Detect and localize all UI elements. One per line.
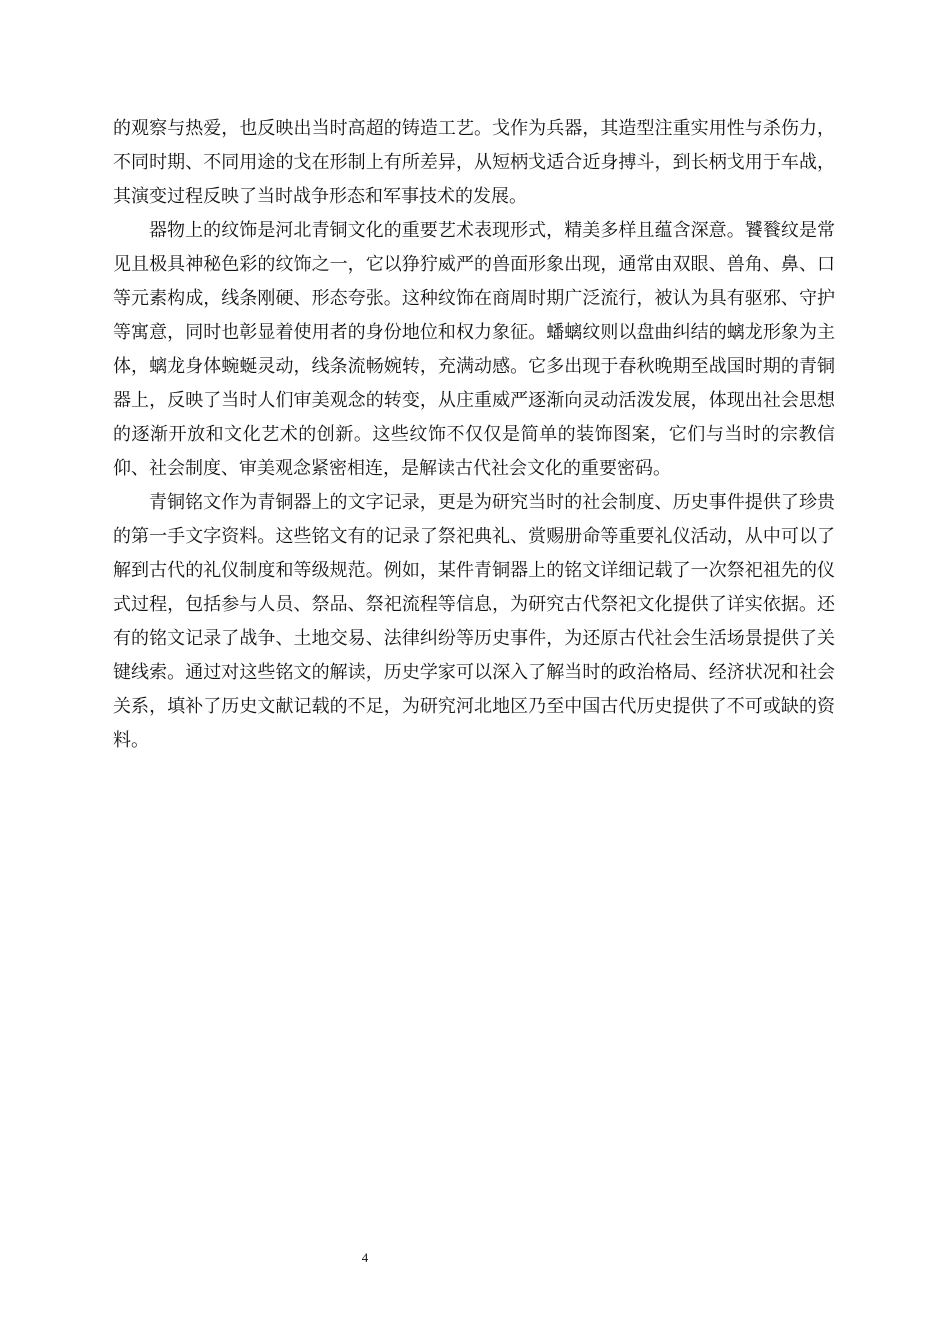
paragraph-2: 器物上的纹饰是河北青铜文化的重要艺术表现形式，精美多样且蕴含深意。饕餮纹是常见且极具神秘色彩的纹饰之一，它以狰狞威严的兽面形象出现，通常由双眼、兽角、鼻、口等元素构成，线条刚硬、形态夸张。这种纹饰在商周时期广泛流行，被认为具有驱邪、守护等寓意，同时也彰显着使用者的身份地位和权力象征。蟠螭纹则以盘曲纠结的螭龙形象为主体，螭龙身体蜿蜒灵动，线条流畅婉转，充满动感。它多出现于春秋晚期至战国时期的青铜器上，反映了当时人们审美观念的转变，从庄重威严逐渐向灵动活泼发展，体现出社会思想的逐渐开放和文化艺术的创新。这些纹饰不仅仅是简单的装饰图案，它们与当时的宗教信仰、社会制度、审美观念紧密相连，是解读古代社会文化的重要密码。 (113, 220, 835, 479)
body-text (113, 112, 835, 758)
paragraph-3: 青铜铭文作为青铜器上的文字记录，更是为研究当时的社会制度、历史事件提供了珍贵的第一手文字资料。这些铭文有的记录了祭祀典礼、赏赐册命等重要礼仪活动，从中可以了解到古代的礼仪制度和等级规范。例如，某件青铜器上的铭文详细记载了一次祭祀祖先的仪式过程，包括参与人员、祭品、祭祀流程等信息，为研究古代祭祀文化提供了详实依据。还有的铭文记录了战争、土地交易、法律纠纷等历史事件，为还原古代社会生活场景提供了关键线索。通过对这些铭文的解读，历史学家可以深入了解当时的政治格局、经济状况和社会关系，填补了历史文献记载的不足，为研究河北地区乃至中国古代历史提供了不可或缺的资料。 (113, 492, 835, 751)
paragraph-1: 的观察与热爱，也反映出当时高超的铸造工艺。戈作为兵器，其造型注重实用性与杀伤力，不同时期、不同用途的戈在形制上有所差异，从短柄戈适合近身搏斗，到长柄戈用于车战，其演变过程反映了当时战争形态和军事技术的发展。 (113, 118, 835, 207)
page-number: 4 (361, 1250, 369, 1265)
